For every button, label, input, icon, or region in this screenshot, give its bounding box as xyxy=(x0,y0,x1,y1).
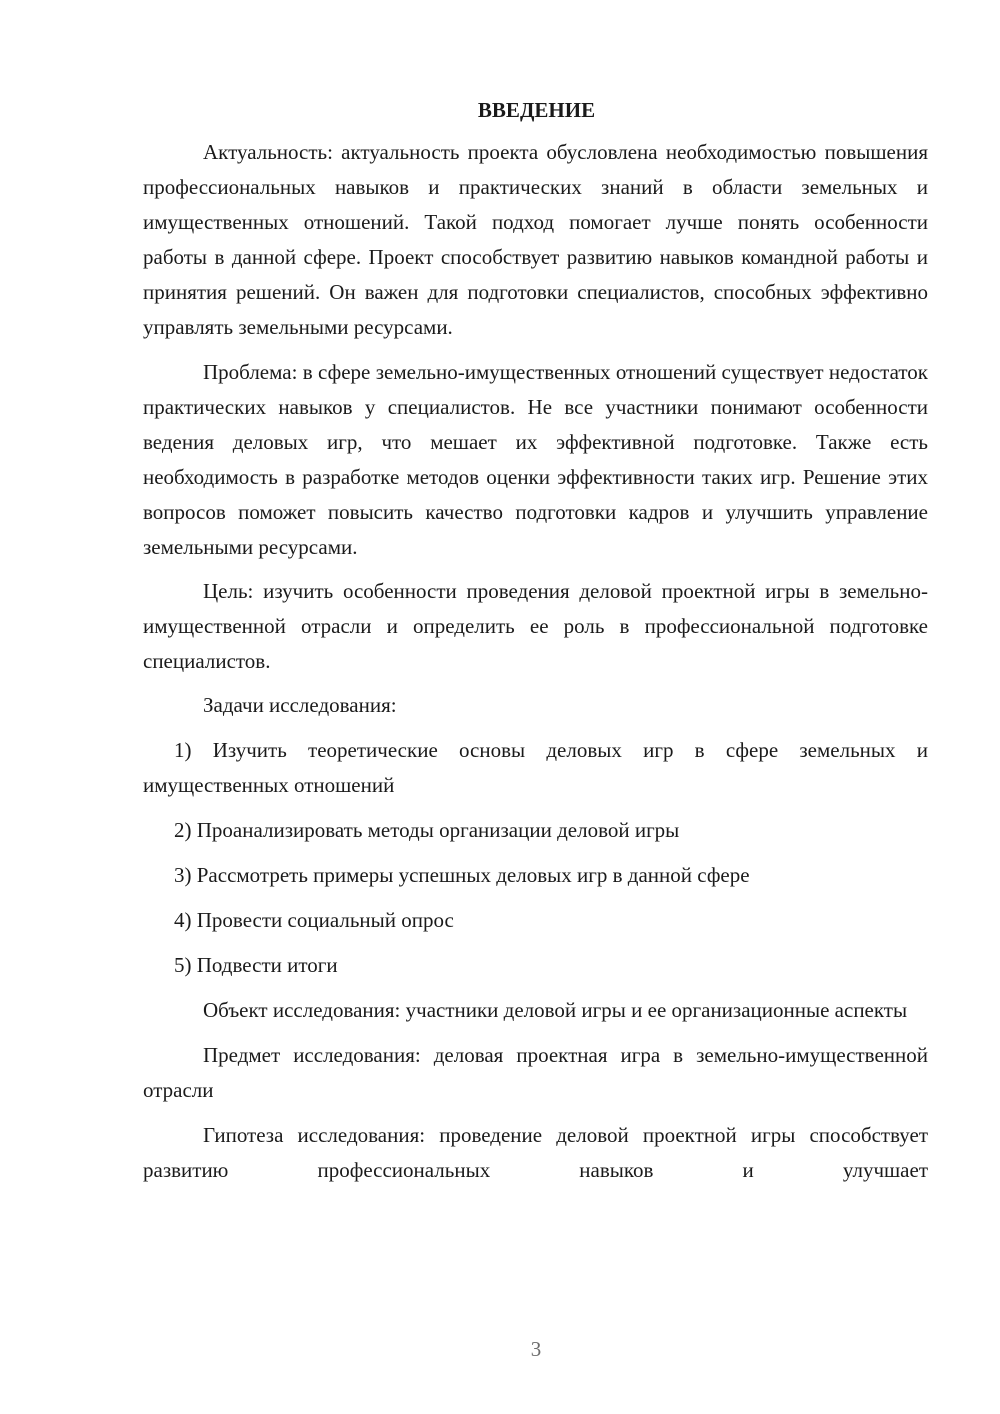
task-item-1: 1) Изучить теоретические основы деловых игр в сфере земельных и имущественных отношений xyxy=(143,738,928,797)
paragraph-object: Объект исследования: участники деловой игры и ее организационные аспекты xyxy=(203,998,908,1022)
paragraph-problem: Проблема: в сфере земельно-имущественных отношений существует недостаток практических навыков у специалистов. Не все участники понимают особенности ведения деловых игр, что мешает их эффективной подготовке. Также есть необходимость в разработке методов оценки эффективности таких игр. Решение этих вопросов поможет повысить качество подготовки кадров и улучшить управление земельными ресурсами. xyxy=(143,360,928,559)
paragraph-hypothesis: Гипотеза исследования: проведение деловой проектной игры способствует развитию профессиональных навыков и улучшает xyxy=(143,1123,928,1182)
page-number: 3 xyxy=(530,1337,542,1361)
task-item-4: 4) Провести социальный опрос xyxy=(174,908,454,932)
task-item-5: 5) Подвести итоги xyxy=(174,953,338,977)
task-item-2: 2) Проанализировать методы организации деловой игры xyxy=(174,818,680,842)
paragraph-actuality: Актуальность: актуальность проекта обусловлена необходимостью повышения профессиональных навыков и практических знаний в области земельных и имущественных отношений. Такой подход помогает лучше понять особенности работы в данной сфере. Проект способствует развитию навыков командной работы и принятия решений. Он важен для подготовки специалистов, способных эффективно управлять земельными ресурсами. xyxy=(143,140,928,339)
paragraph-subject: Предмет исследования: деловая проектная игра в земельно-имущественной отрасли xyxy=(143,1043,928,1102)
document-page xyxy=(143,95,928,1188)
paragraph-goal: Цель: изучить особенности проведения деловой проектной игры в земельно-имущественной отрасли и определить ее роль в профессиональной подготовке специалистов. xyxy=(143,579,928,673)
task-item-3: 3) Рассмотреть примеры успешных деловых игр в данной сфере xyxy=(174,863,750,887)
tasks-heading: Задачи исследования: xyxy=(203,693,397,717)
section-title: ВВЕДЕНИЕ xyxy=(477,98,596,122)
